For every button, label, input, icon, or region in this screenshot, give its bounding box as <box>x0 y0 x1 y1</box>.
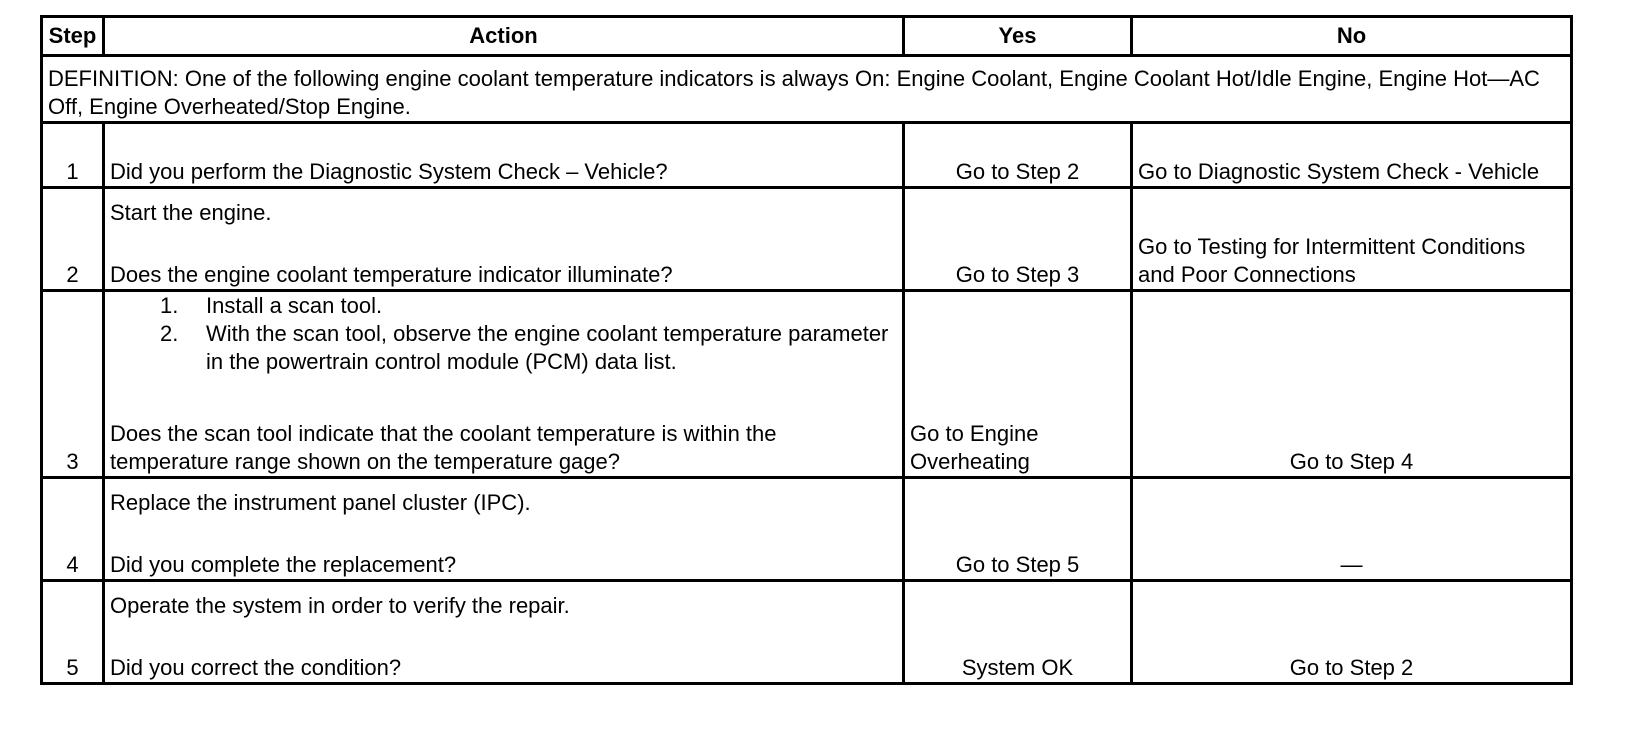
definition-row <box>42 56 1572 123</box>
no-cell: — <box>1132 478 1572 581</box>
no-cell: Go to Testing for Intermittent Conditions and Poor Connections <box>1132 188 1572 291</box>
list-item <box>160 292 897 320</box>
action-question: Did you correct the condition? <box>110 655 402 680</box>
action-text: Operate the system in order to verify the repair. <box>110 593 570 618</box>
table-row <box>42 188 1572 291</box>
step-number: 5 <box>42 581 104 684</box>
action-cell <box>104 581 904 684</box>
action-question: Did you complete the replacement? <box>110 552 457 577</box>
yes-cell: Go to Step 3 <box>904 188 1132 291</box>
yes-cell: Go to Step 2 <box>904 123 1132 188</box>
action-text: Replace the instrument panel cluster (IPC). <box>110 490 531 515</box>
definition-text: DEFINITION: One of the following engine coolant temperature indicators is always On: Engine Coolant, Engine Coolant Hot/Idle Engine, Engine Hot—AC Off, Engine Overheated/Stop Engine. <box>42 56 1572 123</box>
action-cell <box>104 478 904 581</box>
header-yes: Yes <box>904 17 1132 56</box>
action-question: Does the scan tool indicate that the coolant temperature is within the temperature range shown on the temperature gage? <box>110 421 777 474</box>
step-number: 1 <box>42 123 104 188</box>
action-question: Does the engine coolant temperature indicator illuminate? <box>110 262 673 287</box>
yes-cell: Go to Engine Overheating <box>904 291 1132 478</box>
yes-cell: Go to Step 5 <box>904 478 1132 581</box>
table-row <box>42 123 1572 188</box>
substep-list <box>110 292 897 376</box>
header-action: Action <box>104 17 904 56</box>
table-header-row <box>42 17 1572 56</box>
header-step: Step <box>42 17 104 56</box>
diagnostic-table <box>40 15 1573 685</box>
action-cell <box>104 291 904 478</box>
no-cell: Go to Diagnostic System Check - Vehicle <box>1132 123 1572 188</box>
step-number: 2 <box>42 188 104 291</box>
substep-number: 1. <box>160 293 179 318</box>
yes-cell: System OK <box>904 581 1132 684</box>
substep-text: With the scan tool, observe the engine coolant temperature parameter in the powertrain control module (PCM) data list. <box>206 321 889 374</box>
table-row <box>42 581 1572 684</box>
step-number: 4 <box>42 478 104 581</box>
header-no: No <box>1132 17 1572 56</box>
table-row <box>42 291 1572 478</box>
substep-number: 2. <box>160 321 179 346</box>
step-number: 3 <box>42 291 104 478</box>
no-cell: Go to Step 4 <box>1132 291 1572 478</box>
action-cell <box>104 123 904 188</box>
action-text: Did you perform the Diagnostic System Check – Vehicle? <box>110 159 668 184</box>
action-text: Start the engine. <box>110 200 272 225</box>
no-cell: Go to Step 2 <box>1132 581 1572 684</box>
action-cell <box>104 188 904 291</box>
list-item <box>160 320 897 376</box>
substep-text: Install a scan tool. <box>206 293 383 318</box>
table-row <box>42 478 1572 581</box>
